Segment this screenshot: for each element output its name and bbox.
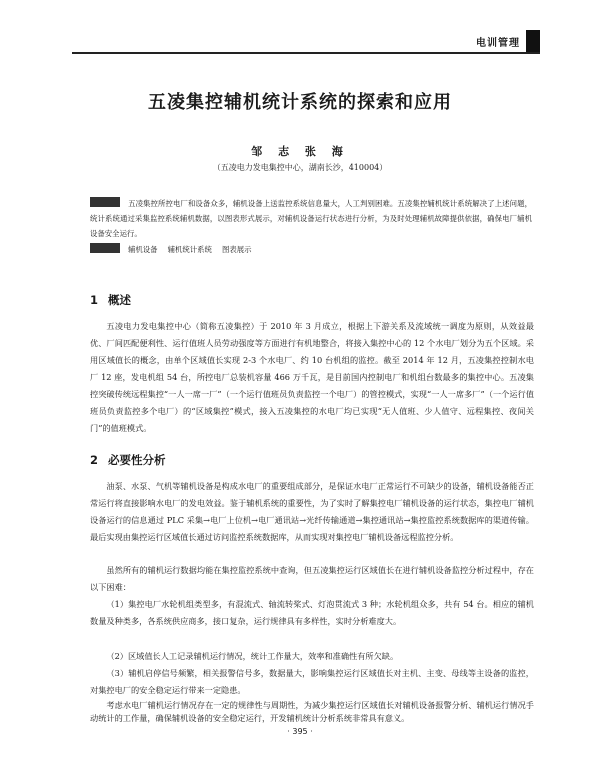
paper-title: 五凌集控辅机统计系统的探索和应用 — [148, 92, 452, 113]
abstract — [90, 196, 532, 241]
paragraph-item-3: （3）辅机启停信号频繁，相关报警信号多，数据量大，影响集控运行区域值长对主机、主变、母线等主设备的监控，对集控电厂的安全稳定运行带来一定隐患。 — [90, 668, 534, 695]
keywords — [90, 242, 532, 257]
affiliation: （五凌电力发电集控中心，湖南长沙，410004） — [212, 163, 388, 172]
paragraph-necessity: 油泵、水泵、气机等辅机设备是构成水电厂的重要组成部分，是保证水电厂正常运行不可缺少的设备，辅机设备能否正常运行将直接影响水电厂的发电效益。鉴于辅机系统的重要性，为了实时了解集控电厂辅机设备的运行状态，集控电厂辅机设备运行的信息通过 PLC 采集→电厂上位机→电厂通讯站→光纤传输通道→集控通讯站→集控监控系统数据库的渠道传输。最后实现由集控运行区域值长通过访问监控系统数据库，从而实现对集控电厂辅机设备远程监控分析。 — [90, 481, 534, 542]
header-block-icon — [526, 30, 540, 52]
section-heading-2: 2 必要性分析 — [90, 453, 166, 467]
paragraph-item-1: （1）集控电厂水轮机组类型多，有混流式、轴流转桨式、灯泡贯流式 3 种；水轮机组众多，共有 54 台。相应的辅机数量及种类多，各系统供应商多，接口复杂，运行规律具有多样性，实时分析难度大。 — [90, 599, 534, 626]
authors: 邹 志 张 海 — [251, 145, 349, 158]
keyword: 辅机设备 — [128, 245, 158, 254]
abstract-block — [90, 196, 532, 257]
paragraph-overview: 五凌电力发电集控中心（简称五凌集控）于 2010 年 3 月成立，根据上下游关系及流域统一调度为原则，从效益最优、厂间匹配便利性、运行值班人员劳动强度等方面进行有机地整合，将接入集控中心的 12 个水电厂划分为五个区域。采用区域值长的概念，由单个区域值长实现 2-3 个水电厂、约 10 台机组的监控。截至 2014 年 12 月，五凌集控控制水电厂 12 座，发电机组 54 台，所控电厂总装机容量 466 万千瓦，是目前国内控制电厂和机组台数最多的集控中心。五凌集控突破传统远程集控“一人一席一厂”（一个运行值班员负责监控一个电厂）的管控模式，实现“一人一席多厂”（一个运行值班员负责监控多个电厂）的“区域集控”模式，接入五凌集控的水电厂均已实现“无人值班、少人值守、远程集控、夜间关门”的值班模式。 — [90, 321, 534, 433]
column-label: 电训管理 — [476, 38, 520, 49]
abstract-text: 五凌集控所控电厂和设备众多，辅机设备上送监控系统信息量大，人工判别困难。五凌集控辅机统计系统解决了上述问题，统计系统通过采集监控系统辅机数据，以图表形式展示，对辅机设备运行状态进行分析，为及时处理辅机故障提供依据，确保电厂辅机设备安全运行。 — [90, 199, 532, 238]
abstract-tag-icon — [90, 197, 120, 207]
keyword: 辅机统计系统 — [167, 245, 212, 254]
header-rule — [72, 38, 540, 54]
paragraph-difficulties: 虽然所有的辅机运行数据均能在集控监控系统中查询，但五凌集控运行区域值长在进行辅机设备监控分析过程中，存在以下困难： — [90, 565, 534, 592]
paragraph-item-2: （2）区域值长人工记录辅机运行情况，统计工作量大，效率和准确性有所欠缺。 — [106, 651, 399, 661]
paragraph-conclusion: 考虑水电厂辅机运行情况存在一定的规律性与周期性，为减少集控运行区域值长对辅机设备报警分析、辅机运行情况手动统计的工作量，确保辅机设备的安全稳定运行，开发辅机统计分析系统非常具有意义。 — [90, 700, 534, 723]
section-heading-1: 1 概述 — [90, 293, 132, 307]
keywords-tag-icon — [90, 243, 120, 253]
page-number: · 395 · — [287, 727, 313, 736]
keyword: 图表展示 — [221, 245, 252, 254]
